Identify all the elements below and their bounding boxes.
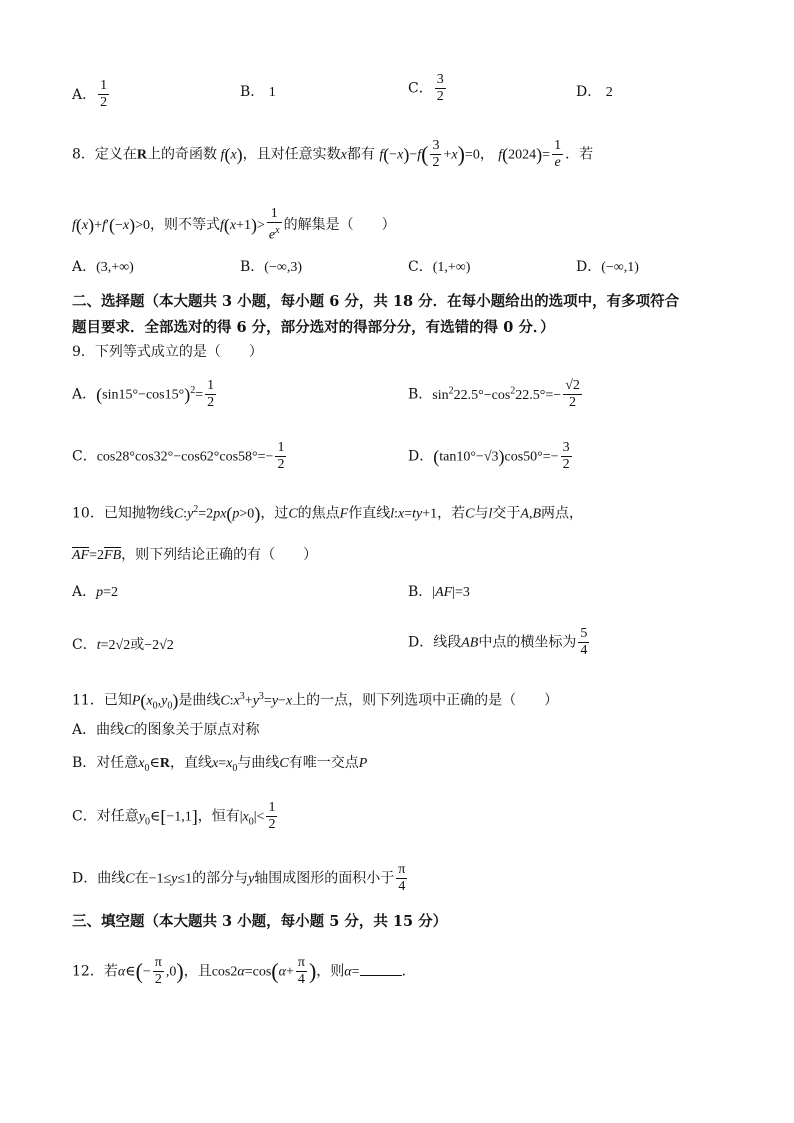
q7-options: [72, 78, 111, 111]
q7-option-d[interactable]: D． 2: [576, 84, 613, 100]
q10-stem-line1: 10．已知抛物线$C:y^2=2px(p>0)$，过C的焦点F作直线l:x=ty+1，若C与l交于A,B两点，: [72, 503, 583, 524]
q11-stem: 11．已知$P(x_0,y_0)$是曲线$C:x^3+y^3=y-x$上的一点，则下列选项中正确的是（ ）: [72, 690, 559, 712]
section2-heading-line2: 题目要求．全部选对的得 6 分，部分选对的得部分分，有选错的得 0 分．）: [72, 319, 555, 336]
q8-option-b[interactable]: B．(−∞,3): [240, 259, 302, 275]
q10-option-d[interactable]: D．线段AB中点的横坐标为 $\frac{5}{4}$: [408, 626, 588, 658]
q10-option-a[interactable]: A．p=2: [72, 584, 119, 600]
q11-option-a[interactable]: A．曲线C的图象关于原点对称: [72, 722, 260, 738]
q8-option-a[interactable]: A．(3,+∞): [72, 259, 134, 275]
q9-option-d[interactable]: D．(tan10°−√3)cos50°=− $\frac{3}{2}$: [408, 440, 570, 472]
q9-stem: 9．下列等式成立的是（ ）: [72, 344, 263, 360]
q9-option-a[interactable]: A．$(\sin 15^\circ-\cos 15^\circ)^2=$ $\frac{1}{2}$: [72, 378, 215, 410]
q8-stem-line1: 8．定义在R上的奇函数 f(x)，且对任意实数x都有 f(−x)−f( $\frac{3}{2}$ +x)=0， f(2024)= $\frac{1}{e}$ ．若: [72, 138, 594, 170]
q9-option-b[interactable]: B．$\sin^222.5^\circ-\cos^222.5^\circ=-$ $\frac{√2}{2}$: [408, 378, 580, 410]
q12-answer-blank[interactable]: [360, 961, 402, 976]
q7-option-b[interactable]: B． 1: [240, 84, 276, 100]
section2-heading-line1: 二、选择题（本大题共 3 小题，每小题 6 分，共 18 分．在每小题给出的选项中，有多项符合: [72, 293, 680, 310]
q8-stem-line2: f(x)+f′(−x)>0，则不等式f(x+1)> $\frac{1}{e^x}$ 的解集是（ ）: [72, 206, 396, 243]
q7-option-c[interactable]: C． $\frac{3}{2}$: [408, 72, 444, 104]
q8-option-d[interactable]: D．(−∞,1): [576, 259, 639, 275]
q11-option-b[interactable]: B．对任意$x_0\in R$，直线$x=x_0$与曲线C有唯一交点P: [72, 755, 368, 774]
q11-option-d[interactable]: D．曲线C在−1≤y≤1的部分与y轴围成图形的面积小于 $\frac{\pi}{4}$: [72, 862, 406, 894]
q9-option-c[interactable]: C．cos28°cos32°−cos62°cos58°=− $\frac{1}{2}$: [72, 440, 285, 472]
q11-option-c[interactable]: C．对任意$y_0\in[-1,1]$，恒有$|x_0|<$ $\frac{1}{2}$: [72, 800, 276, 832]
q7-option-a[interactable]: A． $\frac{1}{2}$: [72, 78, 108, 110]
q10-option-c[interactable]: C．t=2√2或−2√2: [72, 637, 174, 653]
q12-stem: 12．若α∈(− $\frac{\pi}{2}$ ,0)，且cos2α=cos(α+ $\frac{\pi}{4}$ )，则α= ．: [72, 955, 416, 987]
section3-heading: 三、填空题（本大题共 3 小题，每小题 5 分，共 15 分）: [72, 913, 448, 930]
q10-stem-line2: $\overline{AF}=2\overline{FB}$，则下列结论正确的有（ ）: [72, 547, 318, 563]
q10-option-b[interactable]: B．|AF|=3: [408, 584, 470, 600]
q8-option-c[interactable]: C．(1,+∞): [408, 259, 471, 275]
